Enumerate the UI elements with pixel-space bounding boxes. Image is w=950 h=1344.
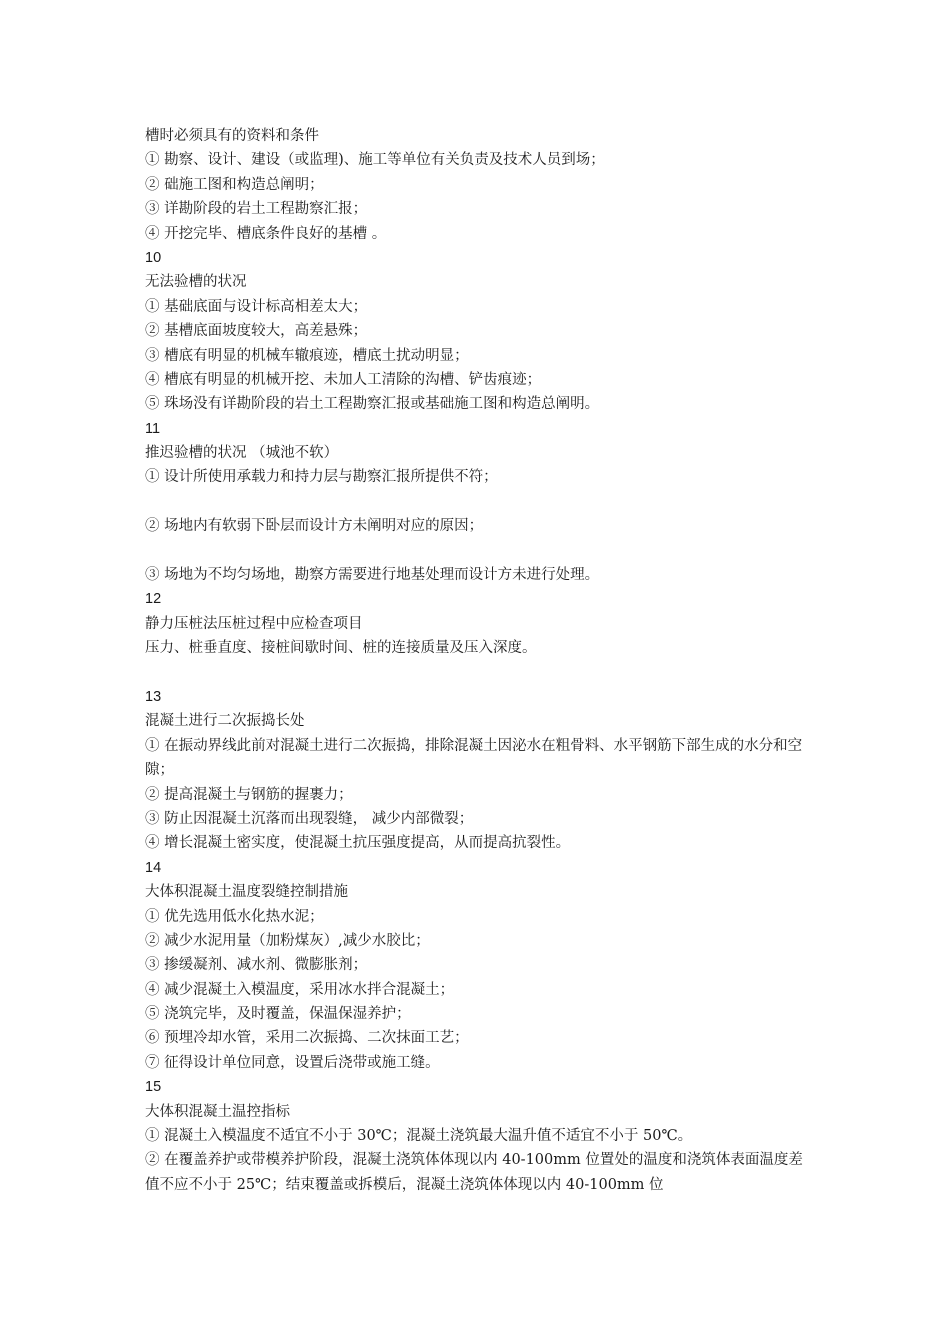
- section-number: 14: [145, 859, 162, 876]
- section-heading: 大体积混凝土温控指标: [145, 1103, 290, 1120]
- section-number: 11: [145, 420, 161, 437]
- list-item: ② 础施工图和构造总阐明；: [145, 176, 324, 193]
- list-item: ④ 增长混凝土密实度，使混凝土抗压强度提高，从而提高抗裂性。: [145, 835, 571, 852]
- section-heading: 无法验槽的状况: [145, 274, 247, 291]
- list-item: ② 提高混凝土与钢筋的握裹力；: [145, 786, 353, 803]
- list-item: ② 在覆盖养护或带模养护阶段，混凝土浇筑体体现以内 40-100mm 位置处的温度和浇筑体表面温度差值不应不小于 25℃；结束覆盖或拆模后，混凝土浇筑体体现以内 40-100mm 位: [145, 1152, 803, 1193]
- section-number: 12: [145, 591, 162, 608]
- section-number: 13: [145, 688, 162, 705]
- list-item: ③ 防止因混凝土沉落而出现裂缝， 减少内部微裂；: [145, 810, 474, 827]
- list-item: ① 混凝土入模温度不适宜不小于 30℃；混凝土浇筑最大温升值不适宜不小于 50℃。: [145, 1128, 693, 1145]
- list-item: ③ 详勘阶段的岩土工程勘察汇报；: [145, 201, 368, 218]
- list-item: ④ 槽底有明显的机械开挖、未加人工清除的沟槽、铲齿痕迹；: [145, 371, 542, 388]
- section-heading: 混凝土进行二次振捣长处: [145, 713, 305, 730]
- list-item: ⑤ 珠场没有详勘阶段的岩土工程勘察汇报或基础施工图和构造总阐明。: [145, 396, 600, 413]
- document-body: [145, 124, 813, 1197]
- list-item: ① 勘察、设计、建设（或监理)、施工等单位有关负责及技术人员到场；: [145, 152, 605, 169]
- list-item: ① 设计所使用承载力和持力层与勘察汇报所提供不符；: [145, 469, 498, 486]
- section-heading: 槽时必须具有的资料和条件: [145, 128, 319, 144]
- list-item: ⑦ 征得设计单位同意，设置后浇带或施工缝。: [145, 1054, 440, 1071]
- list-item: ⑤ 浇筑完毕，及时覆盖，保温保湿养护；: [145, 1006, 411, 1023]
- list-item: ② 场地内有软弱下卧层而设计方未阐明对应的原因；: [145, 518, 484, 535]
- section-heading: 大体积混凝土温度裂缝控制措施: [145, 884, 348, 901]
- list-item: ① 优先选用低水化热水泥；: [145, 908, 324, 925]
- list-item: ② 减少水泥用量（加粉煤灰）,减少水胶比；: [145, 932, 430, 949]
- list-item: ① 在振动界线此前对混凝土进行二次振捣，排除混凝土因泌水在粗骨料、水平钢筋下部生成的水分和空隙；: [145, 737, 803, 779]
- list-item: ④ 减少混凝土入模温度，采用冰水拌合混凝土；: [145, 981, 455, 998]
- list-item: ③ 槽底有明显的机械车辙痕迹，槽底土扰动明显；: [145, 347, 469, 364]
- blank-line: [145, 539, 813, 563]
- blank-line: [145, 490, 813, 514]
- section-heading: 静力压桩法压桩过程中应检查项目: [145, 615, 363, 632]
- list-item: ③ 场地为不均匀场地，勘察方需要进行地基处理而设计方未进行处理。: [145, 567, 600, 584]
- list-item: ⑥ 预埋冷却水管，采用二次振捣、二次抹面工艺；: [145, 1030, 469, 1047]
- list-item: ④ 开挖完毕、槽底条件良好的基槽 。: [145, 225, 387, 242]
- section-number: 15: [145, 1079, 162, 1096]
- paragraph: 压力、桩垂直度、接桩间歇时间、桩的连接质量及压入深度。: [145, 640, 537, 657]
- blank-line: [145, 661, 813, 685]
- list-item: ③ 掺缓凝剂、减水剂、微膨胀剂；: [145, 957, 368, 974]
- list-item: ① 基础底面与设计标高相差太大；: [145, 298, 368, 315]
- section-heading: 推迟验槽的状况 （城池不软）: [145, 445, 339, 462]
- list-item: ② 基槽底面坡度较大，高差悬殊；: [145, 323, 368, 340]
- section-number: 10: [145, 249, 162, 266]
